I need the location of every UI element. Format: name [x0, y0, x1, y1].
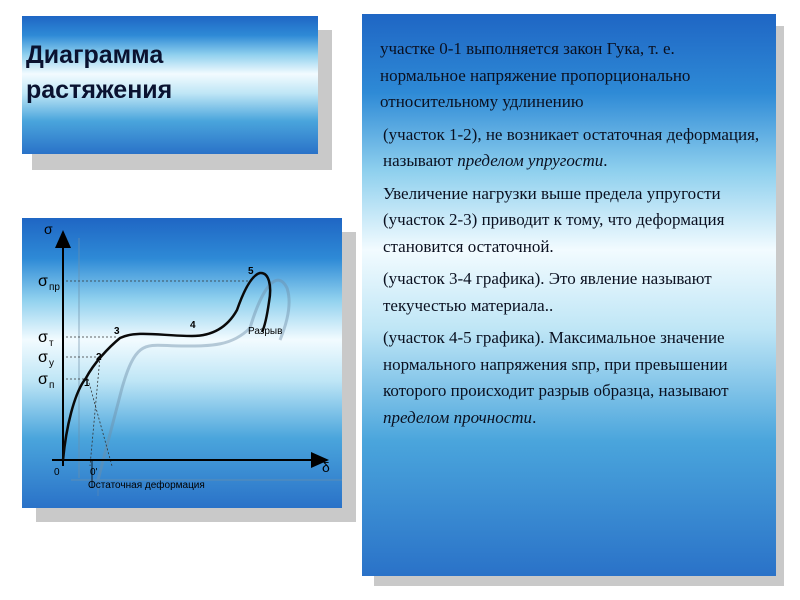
sigma-p-label [38, 371, 54, 391]
sigma-pr-label [38, 273, 60, 293]
paragraph-yield: (участок 3-4 графика). Это явление называют текучестью материала.. [383, 269, 712, 315]
point-label-1: 1 [84, 378, 90, 389]
point-label-2: 2 [96, 352, 102, 363]
point-label-4: 4 [190, 320, 196, 331]
sigma-u-label [38, 349, 54, 369]
origin-prime-label: 0' [90, 467, 98, 478]
stress-strain-curve [63, 273, 270, 460]
paragraph-elastic-limit: (участок 1-2), не возникает остаточная деформация, называют пределом упругости. [383, 124, 760, 170]
paragraph-plastic: Увеличение нагрузки выше предела упругости (участок 2-3) приводит к тому, что деформация становится остаточной. [383, 183, 725, 256]
svg-text:п: п [49, 380, 55, 391]
svg-text:у: у [49, 358, 54, 369]
svg-text:σ: σ [38, 273, 48, 290]
x-axis-symbol: δ [322, 459, 330, 475]
diagram-shadow-copy [71, 238, 342, 496]
svg-text:σ: σ [38, 349, 48, 366]
tension-diagram [22, 218, 342, 508]
point-label-3: 3 [114, 326, 120, 337]
slide-title: Диаграмма растяжения [26, 41, 173, 104]
svg-text:пр: пр [49, 282, 60, 293]
text-panel [362, 14, 776, 576]
y-axis-symbol: σ [44, 221, 53, 237]
paragraph-hooke: участке 0-1 выполняется закон Гука, т. е. нормальное напряжение пропорционально относительному удлинению [380, 39, 691, 111]
text-body [380, 36, 760, 437]
residual-deformation-label: Остаточная деформация [88, 480, 205, 491]
point-label-5: 5 [248, 266, 254, 277]
title-panel [22, 16, 318, 154]
origin-label: 0 [54, 467, 60, 478]
svg-text:σ: σ [38, 371, 48, 388]
svg-text:σ: σ [38, 329, 48, 346]
svg-text:т: т [49, 338, 54, 349]
sigma-t-label [38, 329, 54, 349]
break-label: Разрыв [248, 326, 283, 337]
paragraph-ultimate-strength: (участок 4-5 графика). Максимальное значение нормального напряжения sпр, при превышении которого происходит разрыв образца, называют пределом прочности. [383, 328, 729, 427]
tension-diagram-panel [22, 218, 342, 508]
